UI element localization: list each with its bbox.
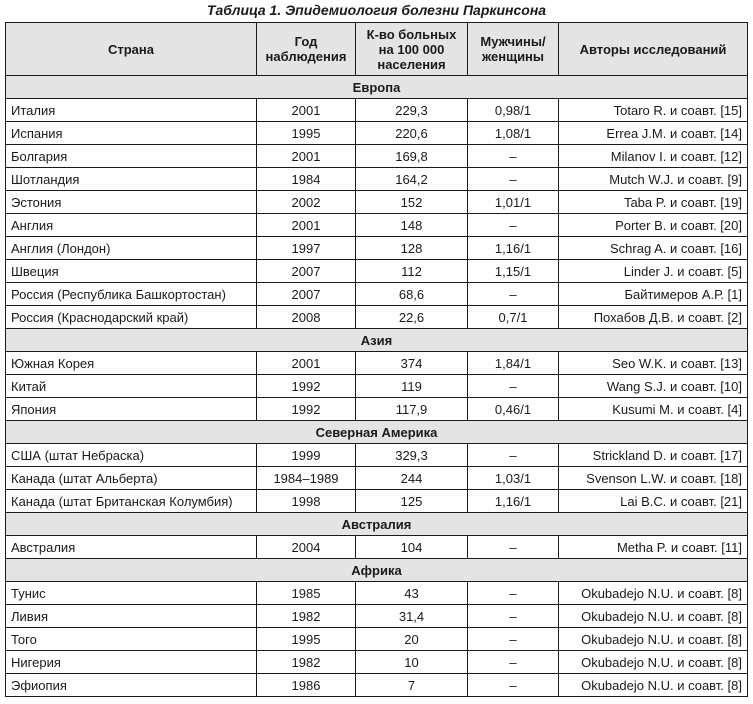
table-caption: Таблица 1. Эпидемиология болезни Паркинсона: [206, 2, 547, 18]
cell-year: 1992: [257, 375, 356, 398]
cell-rate: 119: [356, 375, 468, 398]
cell-ratio: –: [468, 605, 559, 628]
cell-rate: 329,3: [356, 444, 468, 467]
cell-rate: 374: [356, 352, 468, 375]
cell-country: Япония: [6, 398, 257, 421]
cell-ratio: –: [468, 536, 559, 559]
cell-country: Испания: [6, 122, 257, 145]
cell-year: 1999: [257, 444, 356, 467]
cell-year: 2007: [257, 260, 356, 283]
table-row: [6, 674, 748, 697]
cell-year: 2001: [257, 99, 356, 122]
cell-ratio: –: [468, 651, 559, 674]
cell-authors: Mutch W.J. и соавт. [9]: [559, 168, 748, 191]
cell-authors: Okubadejo N.U. и соавт. [8]: [559, 674, 748, 697]
header-authors: Авторы исследований: [559, 23, 748, 76]
group-row: [6, 421, 748, 444]
cell-country: Шотландия: [6, 168, 257, 191]
cell-ratio: –: [468, 283, 559, 306]
cell-year: 1984: [257, 168, 356, 191]
cell-country: Эстония: [6, 191, 257, 214]
cell-authors: Taba P. и соавт. [19]: [559, 191, 748, 214]
cell-authors: Похабов Д.В. и соавт. [2]: [559, 306, 748, 329]
table-row: [6, 260, 748, 283]
cell-ratio: –: [468, 582, 559, 605]
cell-country: США (штат Небраска): [6, 444, 257, 467]
cell-authors: Байтимеров А.Р. [1]: [559, 283, 748, 306]
table-row: [6, 168, 748, 191]
table-row: [6, 375, 748, 398]
cell-ratio: 1,16/1: [468, 490, 559, 513]
cell-authors: Seo W.K. и соавт. [13]: [559, 352, 748, 375]
cell-authors: Totaro R. и соавт. [15]: [559, 99, 748, 122]
header-rate: К-во больных на 100 000 населения: [356, 23, 468, 76]
cell-rate: 117,9: [356, 398, 468, 421]
table-body: [6, 76, 748, 697]
cell-authors: Schrag A. и соавт. [16]: [559, 237, 748, 260]
cell-country: Китай: [6, 375, 257, 398]
cell-year: 1998: [257, 490, 356, 513]
cell-authors: Svenson L.W. и соавт. [18]: [559, 467, 748, 490]
cell-year: 1982: [257, 651, 356, 674]
header-ratio: Мужчины/ женщины: [468, 23, 559, 76]
table-row: [6, 237, 748, 260]
cell-rate: 43: [356, 582, 468, 605]
cell-year: 1986: [257, 674, 356, 697]
cell-authors: Okubadejo N.U. и соавт. [8]: [559, 628, 748, 651]
cell-ratio: –: [468, 674, 559, 697]
cell-year: 1982: [257, 605, 356, 628]
cell-year: 2008: [257, 306, 356, 329]
group-title: Северная Америка: [6, 421, 748, 444]
group-title: Азия: [6, 329, 748, 352]
cell-country: Швеция: [6, 260, 257, 283]
cell-year: 2001: [257, 214, 356, 237]
cell-rate: 31,4: [356, 605, 468, 628]
table-header: [6, 23, 748, 76]
cell-rate: 112: [356, 260, 468, 283]
cell-year: 1997: [257, 237, 356, 260]
cell-ratio: 0,7/1: [468, 306, 559, 329]
cell-country: Канада (штат Британская Колумбия): [6, 490, 257, 513]
table-row: [6, 467, 748, 490]
cell-ratio: –: [468, 375, 559, 398]
cell-authors: Okubadejo N.U. и соавт. [8]: [559, 651, 748, 674]
cell-authors: Wang S.J. и соавт. [10]: [559, 375, 748, 398]
table-row: [6, 651, 748, 674]
cell-rate: 68,6: [356, 283, 468, 306]
cell-country: Канада (штат Альберта): [6, 467, 257, 490]
cell-authors: Lai B.C. и соавт. [21]: [559, 490, 748, 513]
cell-country: Болгария: [6, 145, 257, 168]
cell-country: Италия: [6, 99, 257, 122]
table-row: [6, 122, 748, 145]
table-row: [6, 214, 748, 237]
cell-country: Россия (Республика Башкортостан): [6, 283, 257, 306]
group-title: Европа: [6, 76, 748, 99]
cell-authors: Strickland D. и соавт. [17]: [559, 444, 748, 467]
table-row: [6, 536, 748, 559]
cell-year: 1985: [257, 582, 356, 605]
cell-ratio: 0,46/1: [468, 398, 559, 421]
cell-rate: 164,2: [356, 168, 468, 191]
cell-rate: 244: [356, 467, 468, 490]
cell-ratio: –: [468, 168, 559, 191]
table-row: [6, 628, 748, 651]
cell-ratio: 1,16/1: [468, 237, 559, 260]
cell-rate: 128: [356, 237, 468, 260]
cell-authors: Kusumi M. и соавт. [4]: [559, 398, 748, 421]
cell-rate: 7: [356, 674, 468, 697]
table-row: [6, 99, 748, 122]
cell-rate: 148: [356, 214, 468, 237]
group-row: [6, 76, 748, 99]
cell-rate: 169,8: [356, 145, 468, 168]
table-row: [6, 444, 748, 467]
table-row: [6, 306, 748, 329]
table-row: [6, 145, 748, 168]
group-title: Австралия: [6, 513, 748, 536]
cell-country: Эфиопия: [6, 674, 257, 697]
table-row: [6, 490, 748, 513]
cell-year: 1992: [257, 398, 356, 421]
cell-country: Нигерия: [6, 651, 257, 674]
cell-ratio: 1,84/1: [468, 352, 559, 375]
cell-authors: Metha P. и соавт. [11]: [559, 536, 748, 559]
header-year: Год наблюдения: [257, 23, 356, 76]
cell-year: 1984–1989: [257, 467, 356, 490]
header-row: [6, 23, 748, 76]
cell-rate: 104: [356, 536, 468, 559]
cell-authors: Okubadejo N.U. и соавт. [8]: [559, 605, 748, 628]
cell-country: Ливия: [6, 605, 257, 628]
table-row: [6, 605, 748, 628]
cell-country: Того: [6, 628, 257, 651]
cell-year: 2002: [257, 191, 356, 214]
header-country: Страна: [6, 23, 257, 76]
cell-ratio: 1,03/1: [468, 467, 559, 490]
group-row: [6, 559, 748, 582]
table-row: [6, 191, 748, 214]
group-row: [6, 513, 748, 536]
cell-ratio: –: [468, 444, 559, 467]
cell-authors: Linder J. и соавт. [5]: [559, 260, 748, 283]
cell-year: 1995: [257, 122, 356, 145]
cell-country: Тунис: [6, 582, 257, 605]
cell-rate: 22,6: [356, 306, 468, 329]
cell-year: 1995: [257, 628, 356, 651]
table-row: [6, 582, 748, 605]
group-title: Африка: [6, 559, 748, 582]
cell-year: 2007: [257, 283, 356, 306]
cell-authors: Errea J.M. и соавт. [14]: [559, 122, 748, 145]
cell-ratio: 1,15/1: [468, 260, 559, 283]
cell-authors: Okubadejo N.U. и соавт. [8]: [559, 582, 748, 605]
cell-year: 2004: [257, 536, 356, 559]
cell-country: Англия (Лондон): [6, 237, 257, 260]
cell-country: Россия (Краснодарский край): [6, 306, 257, 329]
cell-authors: Milanov I. и соавт. [12]: [559, 145, 748, 168]
table-row: [6, 398, 748, 421]
cell-authors: Porter B. и соавт. [20]: [559, 214, 748, 237]
cell-year: 2001: [257, 145, 356, 168]
cell-ratio: –: [468, 214, 559, 237]
cell-ratio: –: [468, 628, 559, 651]
cell-rate: 125: [356, 490, 468, 513]
cell-ratio: –: [468, 145, 559, 168]
cell-rate: 220,6: [356, 122, 468, 145]
cell-country: Южная Корея: [6, 352, 257, 375]
cell-ratio: 1,08/1: [468, 122, 559, 145]
group-row: [6, 329, 748, 352]
cell-ratio: 1,01/1: [468, 191, 559, 214]
table-row: [6, 283, 748, 306]
epidemiology-table: [5, 22, 748, 697]
table-row: [6, 352, 748, 375]
cell-rate: 20: [356, 628, 468, 651]
cell-year: 2001: [257, 352, 356, 375]
cell-rate: 229,3: [356, 99, 468, 122]
cell-country: Австралия: [6, 536, 257, 559]
cell-rate: 10: [356, 651, 468, 674]
cell-ratio: 0,98/1: [468, 99, 559, 122]
cell-country: Англия: [6, 214, 257, 237]
cell-rate: 152: [356, 191, 468, 214]
